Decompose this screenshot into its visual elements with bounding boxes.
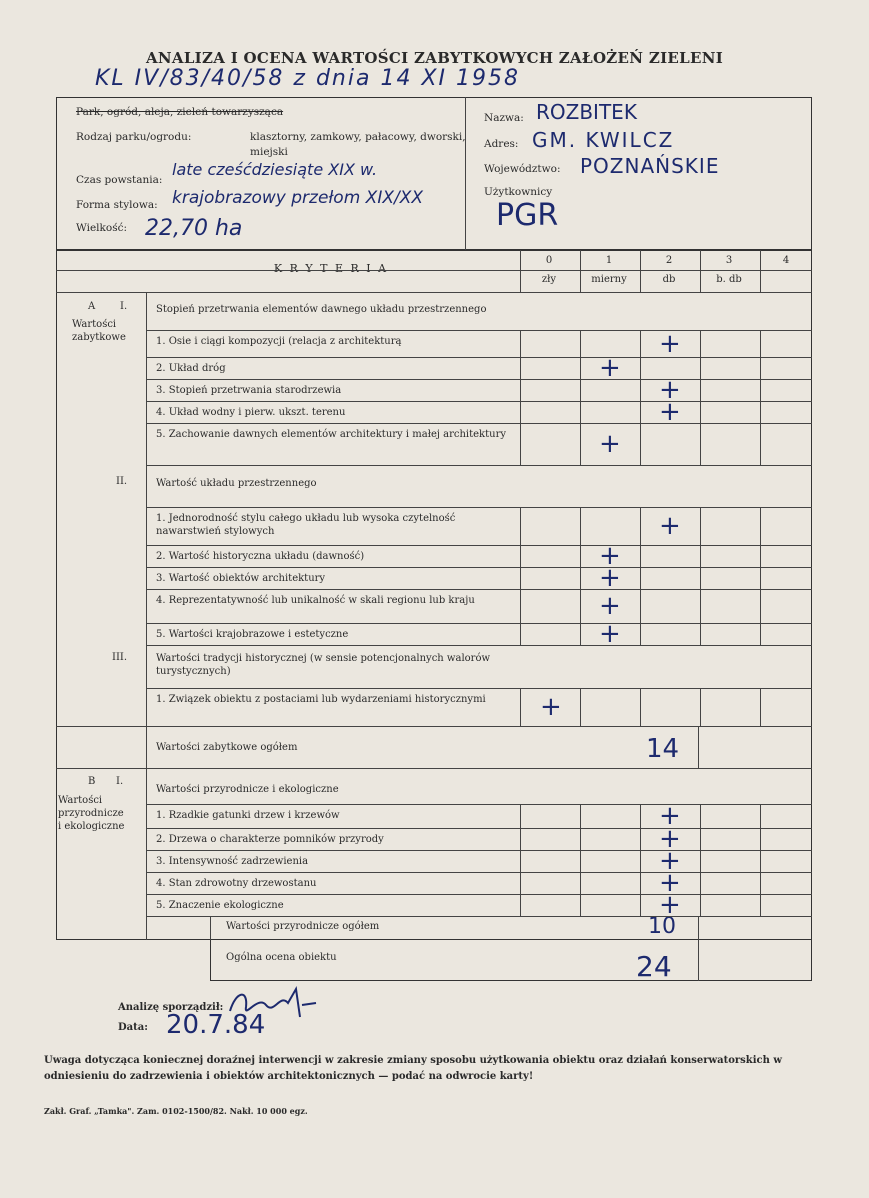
grid-line (520, 250, 521, 292)
criterion-bi-1: 1. Rzadkie gatunki drzew i krzewów (156, 810, 340, 821)
size-label: Wielkość: (76, 222, 128, 234)
criterion-bi-3: 3. Intensywność zadrzewienia (156, 856, 309, 867)
grid-line (580, 688, 581, 726)
address-label: Adres: (484, 138, 519, 150)
score-label-2: db (662, 274, 676, 285)
score-mark-ii-5: + (599, 619, 621, 649)
grid-line (580, 507, 581, 645)
score-label-1: mierny (591, 274, 627, 285)
grid-line (146, 894, 812, 895)
grid-line (146, 545, 812, 546)
intervention-note: Uwaga dotycząca koniecznej doraźnej interwencji w zakresie zmiany sposobu użytkowania obiektu oraz działań konserwatorskich w odniesieniu do zadrzewienia i obiektów architektonicznych — podać na odwrocie karty! (44, 1055, 782, 1082)
criterion-ii-5: 5. Wartości krajobrazowe i estetyczne (156, 629, 349, 640)
header-divider (465, 97, 466, 250)
grid-line (760, 507, 761, 645)
size-value: 22,70 ha (145, 216, 243, 241)
score-2: 2 (665, 255, 673, 266)
criterion-i-5: 5. Zachowanie dawnych elementów architektury i małej architektury (156, 429, 507, 440)
created-label: Czas powstania: (76, 174, 163, 186)
analyst-label: Analizę sporządził: (118, 1002, 224, 1013)
grid-line (700, 330, 701, 465)
grid-line (700, 804, 701, 916)
section-b-roman: I. (116, 776, 124, 787)
score-mark-i-1: + (659, 328, 681, 359)
section-b-total-value: 10 (648, 914, 676, 939)
section-b-letter: B (88, 776, 96, 787)
grid-line (698, 916, 699, 940)
score-4: 4 (782, 255, 790, 266)
grid-line (146, 804, 812, 805)
grid-line (146, 507, 812, 508)
grid-line (640, 688, 641, 726)
score-mark-i-4: + (659, 397, 681, 427)
grid-line (146, 828, 812, 829)
criterion-bi-4: 4. Stan zdrowotny drzewostanu (156, 878, 317, 889)
score-mark-i-2: + (599, 353, 621, 383)
grid-line (698, 726, 699, 768)
score-mark-bi-5: + (659, 890, 681, 920)
grid-line (760, 330, 761, 465)
style-value: krajobrazowy przełom XIX/XX (172, 188, 423, 208)
score-mark-ii-1: + (659, 511, 681, 541)
score-mark-bi-3: + (659, 846, 681, 876)
score-3: 3 (725, 255, 733, 266)
criterion-i-3: 3. Stopień przetrwania starodrzewia (156, 385, 342, 396)
score-mark-bi-4: + (659, 868, 681, 898)
grid-line (146, 292, 147, 768)
grid-line (56, 726, 146, 727)
score-0: 0 (545, 255, 553, 266)
grid-line (520, 804, 521, 916)
grid-line (640, 507, 641, 645)
grid-line (146, 726, 812, 727)
section-ii-title: Wartość układu przestrzennego (156, 478, 317, 489)
users-value: PGR (496, 198, 559, 233)
voivodeship-label: Województwo: (484, 163, 561, 175)
date-label: Data: (118, 1022, 148, 1033)
section-bi-title: Wartości przyrodnicze i ekologiczne (156, 784, 339, 795)
criterion-ii-4: 4. Reprezentatywność lub unikalność w skali regionu lub kraju (156, 595, 475, 606)
section-a-letter: A (88, 301, 96, 312)
grid-line (146, 850, 812, 851)
grid-line (698, 939, 699, 981)
grid-line (700, 688, 701, 726)
users-label: Użytkownicy (484, 186, 553, 198)
date-value: 20.7.84 (166, 1010, 266, 1040)
overall-label: Ogólna ocena obiektu (226, 952, 337, 963)
score-mark-i-5: + (599, 429, 621, 459)
grid-line (520, 330, 521, 465)
score-label-3: b. db (716, 274, 742, 285)
section-b-name: Wartości przyrodnicze i ekologiczne (58, 795, 125, 832)
grid-line (146, 589, 812, 590)
overall-value: 24 (636, 950, 672, 983)
criteria-header-label: K R Y T E R I A (273, 262, 389, 275)
grid-line (580, 250, 581, 292)
grid-line (146, 401, 812, 402)
grid-line (520, 688, 521, 726)
park-kind-options: klasztorny, zamkowy, pałacowy, dworski, (250, 131, 466, 143)
address-value: GM. KWILCZ (532, 128, 675, 152)
grid-line (56, 292, 812, 293)
style-label: Forma stylowa: (76, 199, 158, 211)
grid-line (760, 804, 761, 916)
section-b-total-label: Wartości przyrodnicze ogółem (226, 921, 380, 932)
section-a-total-label: Wartości zabytkowe ogółem (156, 742, 298, 753)
score-mark-bi-2: + (659, 824, 681, 854)
grid-line (146, 623, 812, 624)
grid-line (146, 688, 812, 689)
grid-line (700, 250, 701, 292)
grid-line (640, 804, 641, 916)
grid-line (640, 250, 641, 292)
grid-line (146, 357, 812, 358)
score-label-0: zły (541, 274, 557, 285)
grid-line (700, 507, 701, 645)
grid-line (146, 768, 147, 940)
criterion-ii-1: 1. Jednorodność stylu całego układu lub wysoka czytelność nawarstwień stylowych (156, 513, 456, 537)
grid-line (520, 507, 521, 645)
form-title: ANALIZA I OCENA WARTOŚCI ZABYTKOWYCH ZAŁOŻEŃ ZIELENI (145, 49, 724, 67)
park-kind-label: Rodzaj parku/ogrodu: (76, 131, 192, 143)
grid-line (56, 270, 812, 271)
section-a-iii-roman: III. (112, 652, 128, 663)
grid-line (146, 465, 812, 466)
section-a-total-value: 14 (646, 734, 680, 764)
criterion-ii-3: 3. Wartość obiektów architektury (156, 573, 326, 584)
section-i-title: Stopień przetrwania elementów dawnego układu przestrzennego (156, 304, 487, 315)
criterion-i-2: 2. Układ dróg (156, 363, 226, 374)
grid-line (146, 645, 812, 646)
grid-line (146, 379, 812, 380)
grid-line (146, 916, 812, 917)
criterion-bi-5: 5. Znaczenie ekologiczne (156, 900, 284, 911)
grid-line (580, 804, 581, 916)
registration-number: KL IV/83/40/58 z dnia 14 XI 1958 (95, 66, 520, 91)
criterion-ii-2: 2. Wartość historyczna układu (dawność) (156, 551, 365, 562)
section-a-ii-roman: II. (116, 476, 128, 487)
grid-line (146, 423, 812, 424)
criterion-i-4: 4. Układ wodny i pierw. ukszt. terenu (156, 407, 346, 418)
criterion-i-1: 1. Osie i ciągi kompozycji (relacja z architekturą (156, 336, 402, 347)
grid-line (580, 330, 581, 465)
score-mark-i-3: + (659, 375, 681, 405)
criterion-bi-2: 2. Drzewa o charakterze pomników przyrody (156, 834, 384, 845)
score-mark-ii-3: + (599, 563, 621, 593)
grid-line (640, 330, 641, 465)
score-mark-iii-1: + (540, 692, 562, 722)
name-label: Nazwa: (484, 112, 524, 124)
print-info: Zakł. Graf. „Tamka". Zam. 0102-1500/82. Nakł. 10 000 egz. (44, 1106, 308, 1116)
grid-line (146, 330, 812, 331)
grid-line (760, 250, 761, 292)
criterion-iii-1: 1. Związek obiektu z postaciami lub wydarzeniami historycznymi (156, 694, 486, 705)
park-type-label: Park, ogród, aleja, zieleń towarzysząca (76, 106, 284, 118)
section-a-name: Wartości zabytkowe (72, 319, 126, 343)
score-mark-ii-4: + (599, 591, 621, 621)
grid-line (146, 567, 812, 568)
section-iii-title: Wartości tradycji historycznej (w sensie potencjonalnych walorów turystycznych) (156, 653, 491, 677)
voivodeship-value: POZNAŃSKIE (580, 154, 720, 178)
grid-line (56, 768, 812, 769)
grid-line (210, 916, 211, 940)
score-mark-ii-2: + (599, 541, 621, 571)
section-a-roman: I. (120, 301, 128, 312)
grid-line (760, 688, 761, 726)
created-value: late cześćdziesiąte XIX w. (172, 160, 378, 179)
grid-line (146, 872, 812, 873)
name-value: ROZBITEK (536, 100, 637, 124)
score-mark-bi-1: + (659, 801, 681, 831)
score-1: 1 (605, 255, 613, 266)
park-kind-options-2: miejski (250, 146, 288, 158)
